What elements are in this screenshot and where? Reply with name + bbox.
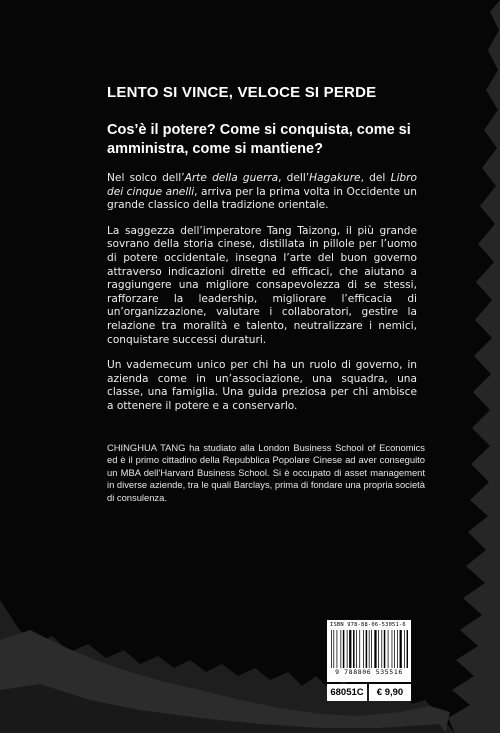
barcode-bar	[331, 630, 332, 668]
barcode-box	[327, 620, 411, 682]
barcode-bar	[356, 630, 357, 668]
barcode-bar	[400, 630, 402, 668]
barcode-bar	[397, 630, 398, 668]
closing-paragraph: Un vademecum unico per chi ha un ruolo di governo, in azienda come in un’associazione, una squadra, una classe, una famiglia. Una guida preziosa per chi ambisce a ottenere il potere e a conservarlo.	[107, 359, 417, 412]
price: € 9,90	[369, 684, 411, 701]
tagline-question: Cos’è il potere? Come si conquista, come si amministra, come si mantiene?	[107, 122, 411, 157]
barcode-bar	[347, 630, 348, 668]
barcode-bars	[330, 630, 408, 668]
headline: LENTO SI VINCE, VELOCE SI PERDE	[107, 84, 377, 101]
price-row	[327, 684, 411, 701]
back-cover-text	[107, 84, 425, 504]
barcode-bar	[378, 630, 379, 668]
barcode-bar	[394, 630, 395, 668]
barcode-bar	[337, 630, 338, 668]
barcode-bar	[384, 630, 386, 668]
barcode-bar	[366, 630, 368, 668]
title-hagakure: Hagakure	[309, 172, 361, 184]
ean-digits: 9 788806 535516	[335, 668, 403, 676]
barcode-bar	[392, 630, 393, 668]
barcode-bar	[359, 630, 360, 668]
intro-paragraph	[107, 172, 417, 213]
product-code: 68051C	[327, 684, 367, 701]
barcode-bar	[388, 630, 389, 668]
barcode-bar	[369, 630, 370, 668]
barcode-bar	[381, 630, 382, 668]
intro-text-2: , dell’	[278, 172, 310, 184]
barcode-bar	[374, 630, 376, 668]
barcode-bar	[349, 630, 351, 668]
intro-text-1: Nel solco dell’	[107, 172, 185, 184]
intro-text-3: , del	[360, 172, 391, 184]
title-arte-della-guerra: Arte della guerra	[184, 172, 279, 184]
isbn-label: ISBN 978-88-06-53051-6	[330, 622, 406, 628]
barcode-bar	[333, 630, 334, 668]
author-bio: CHINGHUA TANG ha studiato alla London Business School of Economics ed è il primo cittadino della Repubblica Popolare Cinese ad aver conseguito un MBA dell’Harvard Business School. Si è occupato di asset management in diverse aziende, tra le quali Barclays, prima di fondare una propria società di consulenza.	[107, 441, 425, 503]
barcode-bar	[340, 630, 341, 668]
barcode-bar	[353, 630, 355, 668]
barcode-bar	[363, 630, 364, 668]
description-paragraph: La saggezza dell’imperatore Tang Taizong, il più grande sovrano della storia cinese, distillata in pillole per l’uomo di potere occidentale, insegna l’arte del buon governo attraverso indicazioni dirette ed efficaci, che aiutano a raggiungere una migliore consapevolezza di se stessi, rafforzare la leadership, migliorare l’efficacia di un’organizzazione, valutare i collaboratori, gestire la relazione tra moralità e talento, neutralizzare i nemici, conquistare successi duraturi.	[107, 224, 417, 346]
barcode-bar	[404, 630, 405, 668]
barcode-bar	[371, 630, 372, 668]
title-libro-cinque-anelli: Libro dei cinque anelli	[107, 172, 417, 198]
barcode-bar	[407, 630, 408, 668]
barcode-bar	[343, 630, 345, 668]
intro-text-4: , arriva per la prima volta in Occidente un grande classico della tradizione orientale.	[107, 185, 417, 212]
